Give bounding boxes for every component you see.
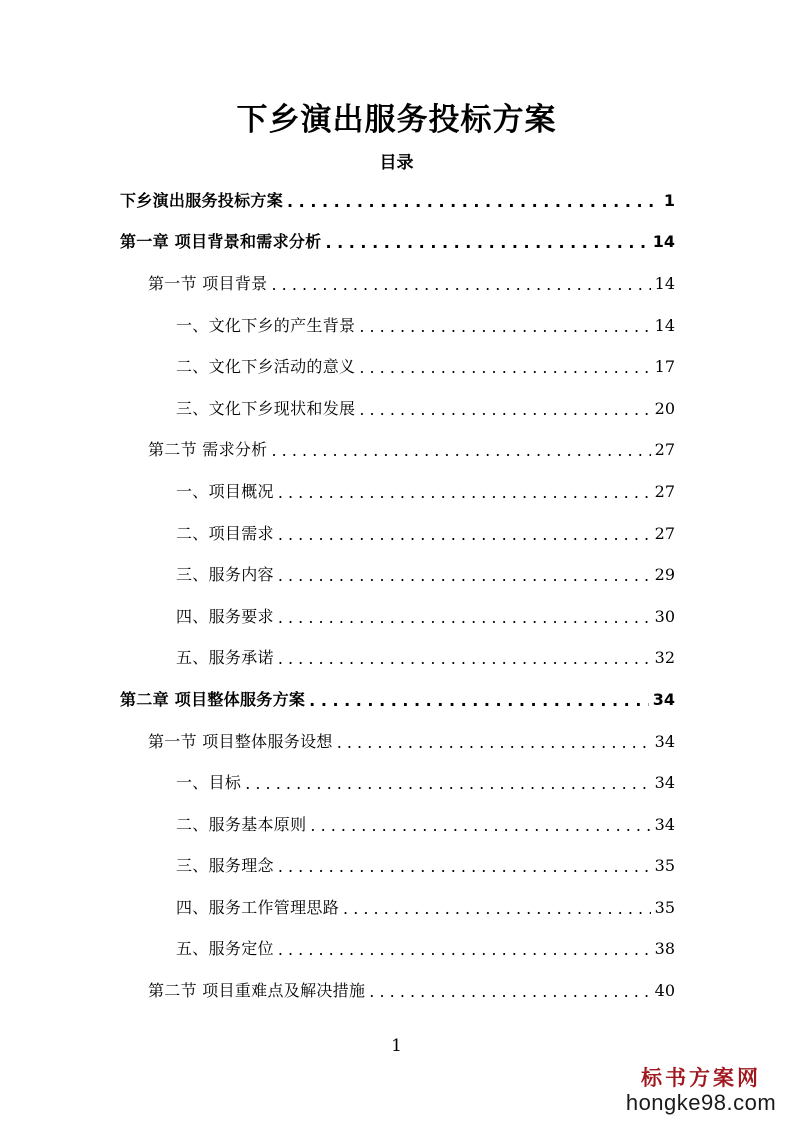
toc-entry[interactable] <box>120 305 675 347</box>
toc-entry[interactable] <box>120 804 675 846</box>
toc-entry[interactable] <box>120 762 675 804</box>
toc-entry-label: 第二章 项目整体服务方案 <box>120 689 306 709</box>
toc-entry-label: 二、文化下乡活动的意义 <box>176 357 356 377</box>
toc-entry-label: 一、目标 <box>176 773 242 793</box>
toc-entry-label: 三、服务理念 <box>176 856 274 876</box>
toc-entry-page: 30 <box>654 606 675 626</box>
toc-dot-leader <box>278 857 651 877</box>
toc-entry-page: 27 <box>654 440 675 460</box>
toc-entry[interactable] <box>120 471 675 513</box>
toc-entry-page: 34 <box>654 773 675 793</box>
toc-entry[interactable] <box>120 929 675 971</box>
toc-entry[interactable] <box>120 846 675 888</box>
toc-entry-page: 34 <box>654 814 675 834</box>
toc-entry[interactable] <box>120 180 675 222</box>
watermark-logo <box>621 1066 781 1116</box>
toc-entry[interactable] <box>120 430 675 472</box>
toc-entry-page: 20 <box>654 398 675 418</box>
toc-entry-page: 14 <box>654 315 675 335</box>
toc-entry-page: 34 <box>652 689 675 709</box>
toc-heading: 目录 <box>379 153 414 173</box>
toc-entry-page: 14 <box>654 273 675 293</box>
watermark-line-2: hongke98.com <box>625 1090 777 1115</box>
toc-entry-label: 第一节 项目背景 <box>148 273 268 293</box>
toc-dot-leader <box>325 233 648 253</box>
toc-entry-label: 下乡演出服务投标方案 <box>120 190 284 210</box>
table-of-contents <box>120 180 675 1012</box>
toc-entry-page: 27 <box>654 523 675 543</box>
page-number: 1 <box>391 1036 402 1056</box>
toc-entry-page: 40 <box>654 981 675 1001</box>
document-title: 下乡演出服务投标方案 <box>236 102 557 138</box>
toc-entry-page: 1 <box>663 190 675 210</box>
toc-dot-leader <box>337 733 651 753</box>
toc-entry-label: 第一节 项目整体服务设想 <box>148 731 333 751</box>
toc-entry[interactable] <box>120 721 675 763</box>
toc-entry[interactable] <box>120 263 675 305</box>
toc-entry-label: 一、文化下乡的产生背景 <box>176 315 356 335</box>
toc-entry-label: 第二节 需求分析 <box>148 440 268 460</box>
toc-entry-page: 32 <box>654 648 675 668</box>
toc-dot-leader <box>278 525 651 545</box>
toc-entry-label: 五、服务定位 <box>176 939 274 959</box>
toc-entry-page: 29 <box>654 565 675 585</box>
toc-entry[interactable] <box>120 679 675 721</box>
toc-entry-label: 二、项目需求 <box>176 523 274 543</box>
toc-entry-page: 14 <box>652 232 675 252</box>
toc-dot-leader <box>343 899 651 919</box>
toc-entry[interactable] <box>120 222 675 264</box>
toc-dot-leader <box>278 649 651 669</box>
toc-entry-label: 二、服务基本原则 <box>176 814 307 834</box>
toc-entry-label: 四、服务工作管理思路 <box>176 897 340 917</box>
toc-entry-page: 34 <box>654 731 675 751</box>
toc-entry-page: 27 <box>654 481 675 501</box>
toc-entry-label: 第一章 项目背景和需求分析 <box>120 232 322 252</box>
toc-entry-label: 四、服务要求 <box>176 606 274 626</box>
toc-entry[interactable] <box>120 346 675 388</box>
toc-entry[interactable] <box>120 887 675 929</box>
toc-dot-leader <box>278 483 651 503</box>
toc-entry-label: 五、服务承诺 <box>176 648 274 668</box>
toc-dot-leader <box>310 816 650 836</box>
toc-entry-label: 三、服务内容 <box>176 565 274 585</box>
toc-dot-leader <box>278 940 651 960</box>
toc-dot-leader <box>309 691 649 711</box>
toc-entry-page: 35 <box>654 897 675 917</box>
toc-entry-label: 三、文化下乡现状和发展 <box>176 398 356 418</box>
toc-entry[interactable] <box>120 596 675 638</box>
toc-entry[interactable] <box>120 388 675 430</box>
toc-dot-leader <box>278 608 651 628</box>
toc-dot-leader <box>272 275 651 295</box>
toc-entry[interactable] <box>120 513 675 555</box>
toc-dot-leader <box>278 566 651 586</box>
toc-dot-leader <box>369 982 650 1002</box>
toc-dot-leader <box>245 774 650 794</box>
toc-entry-label: 一、项目概况 <box>176 481 274 501</box>
toc-entry[interactable] <box>120 554 675 596</box>
toc-dot-leader <box>359 358 650 378</box>
toc-entry[interactable] <box>120 970 675 1012</box>
toc-dot-leader <box>359 317 650 337</box>
toc-dot-leader <box>287 192 653 212</box>
toc-entry-label: 第二节 项目重难点及解决措施 <box>148 981 366 1001</box>
toc-dot-leader <box>359 400 650 420</box>
watermark-line-1: 标书方案网 <box>641 1065 761 1090</box>
toc-entry[interactable] <box>120 638 675 680</box>
toc-entry-page: 17 <box>654 357 675 377</box>
toc-entry-page: 38 <box>654 939 675 959</box>
toc-dot-leader <box>272 441 651 461</box>
toc-entry-page: 35 <box>654 856 675 876</box>
